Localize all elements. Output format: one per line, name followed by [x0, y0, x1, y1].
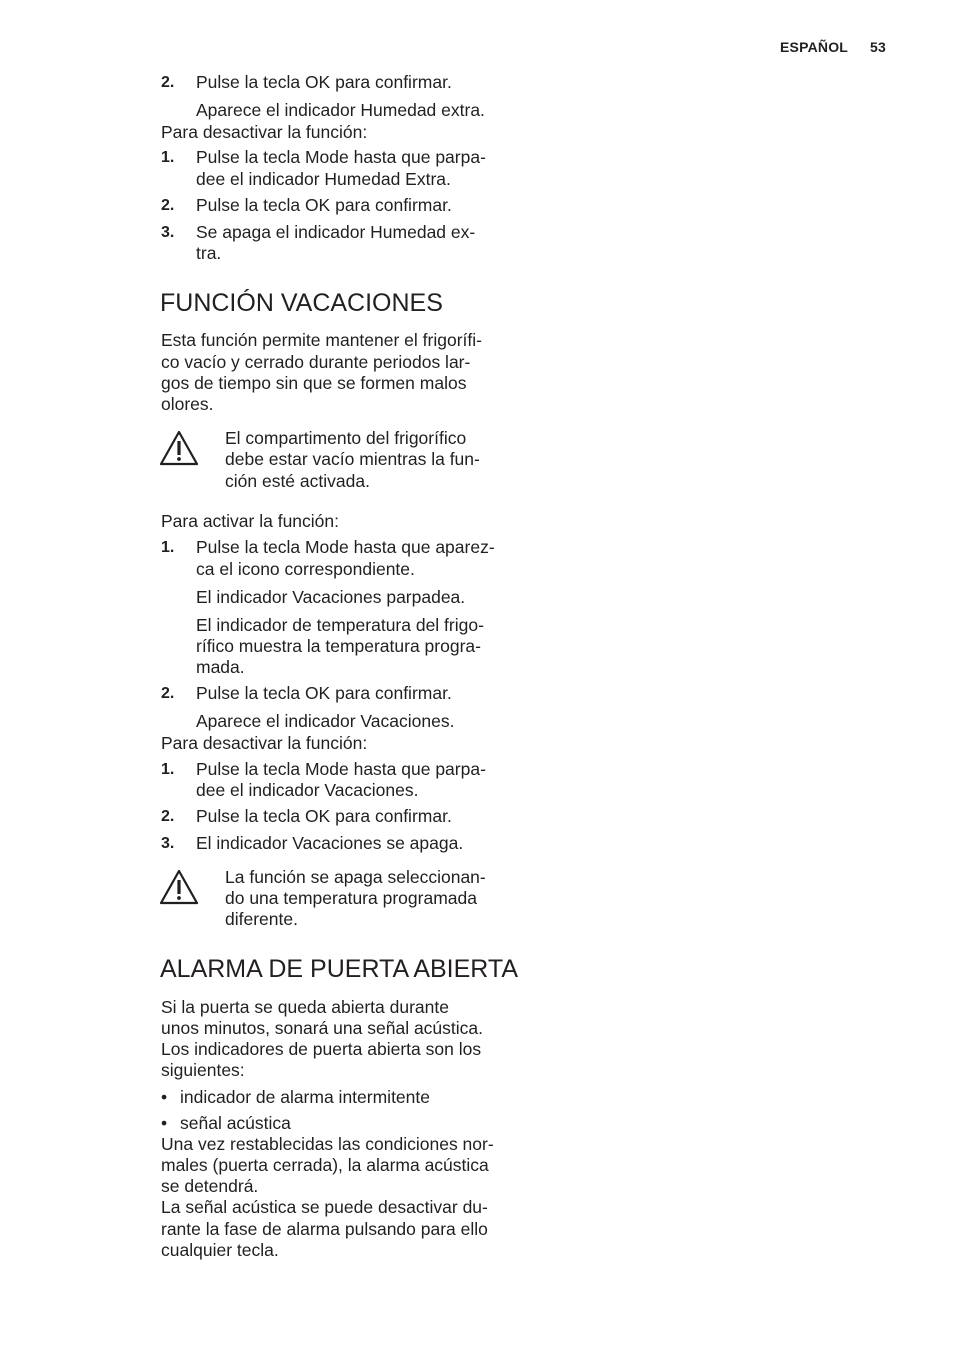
step-note: El indicador Vacaciones parpadea.	[196, 587, 466, 607]
step-text: tra.	[196, 243, 222, 263]
step-text: Se apaga el indicador Humedad ex-	[196, 222, 476, 242]
warning-triangle-icon	[159, 869, 199, 905]
step-note: Aparece el indicador Humedad extra.	[196, 100, 485, 120]
step-number: 2.	[161, 197, 175, 214]
warning-text: El compartimento del frigorífico	[225, 428, 467, 448]
step-note: El indicador de temperatura del frigo-	[196, 615, 484, 635]
activate-label: Para activar la función:	[161, 511, 340, 531]
step-text: Pulse la tecla OK para confirmar.	[196, 806, 452, 826]
step-number: 2.	[161, 74, 175, 91]
paragraph-line: rante la fase de alarma pulsando para ello	[161, 1219, 488, 1239]
paragraph-line: unos minutos, sonará una señal acústica.	[161, 1018, 483, 1038]
warning-text: La función se apaga seleccionan-	[225, 867, 486, 887]
step-text: Pulse la tecla OK para confirmar.	[196, 72, 452, 92]
step-note: rífico muestra la temperatura progra-	[196, 636, 481, 656]
step-number: 1.	[161, 539, 175, 556]
warning-text: ción esté activada.	[225, 471, 370, 491]
paragraph-line: se detendrá.	[161, 1176, 259, 1196]
step-text: Pulse la tecla Mode hasta que parpa-	[196, 759, 486, 779]
step-number: 3.	[161, 835, 175, 852]
step-number: 1.	[161, 149, 175, 166]
step-number: 1.	[161, 761, 175, 778]
step-text: ca el icono correspondiente.	[196, 559, 415, 579]
section-heading-vacations: FUNCIÓN VACACIONES	[160, 289, 443, 317]
paragraph-line: siguientes:	[161, 1060, 245, 1080]
bullet-item: señal acústica	[180, 1113, 291, 1133]
deactivate-label: Para desactivar la función:	[161, 733, 368, 753]
warning-triangle-icon	[159, 430, 199, 466]
warning-text: diferente.	[225, 909, 298, 929]
paragraph-line: Si la puerta se queda abierta durante	[161, 997, 449, 1017]
step-note: mada.	[196, 657, 245, 677]
deactivate-label: Para desactivar la función:	[161, 122, 368, 142]
step-number: 2.	[161, 685, 175, 702]
bullet-item: indicador de alarma intermitente	[180, 1087, 430, 1107]
paragraph-line: Esta función permite mantener el frigorífi-	[161, 330, 482, 350]
paragraph-line: Una vez restablecidas las condiciones nor-	[161, 1134, 494, 1154]
paragraph-line: cualquier tecla.	[161, 1240, 279, 1260]
step-text: Pulse la tecla Mode hasta que aparez-	[196, 537, 495, 557]
section-heading-door-alarm: ALARMA DE PUERTA ABIERTA	[160, 955, 518, 983]
step-text: El indicador Vacaciones se apaga.	[196, 833, 464, 853]
paragraph-line: La señal acústica se puede desactivar du-	[161, 1197, 488, 1217]
step-text: Pulse la tecla Mode hasta que parpa-	[196, 147, 486, 167]
step-text: Pulse la tecla OK para confirmar.	[196, 195, 452, 215]
step-number: 2.	[161, 808, 175, 825]
step-number: 3.	[161, 224, 175, 241]
paragraph-line: gos de tiempo sin que se formen malos	[161, 373, 467, 393]
paragraph-line: males (puerta cerrada), la alarma acústica	[161, 1155, 489, 1175]
language-label: ESPAÑOL	[780, 39, 849, 55]
paragraph-line: olores.	[161, 394, 214, 414]
warning-text: do una temperatura programada	[225, 888, 477, 908]
step-text: dee el indicador Humedad Extra.	[196, 169, 451, 189]
step-text: dee el indicador Vacaciones.	[196, 780, 419, 800]
warning-text: debe estar vacío mientras la fun-	[225, 449, 480, 469]
bullet-marker: •	[161, 1087, 168, 1107]
paragraph-line: Los indicadores de puerta abierta son los	[161, 1039, 482, 1059]
bullet-marker: •	[161, 1113, 168, 1133]
step-note: Aparece el indicador Vacaciones.	[196, 711, 455, 731]
paragraph-line: co vacío y cerrado durante periodos lar-	[161, 352, 471, 372]
step-text: Pulse la tecla OK para confirmar.	[196, 683, 452, 703]
page-number: 53	[870, 39, 886, 55]
